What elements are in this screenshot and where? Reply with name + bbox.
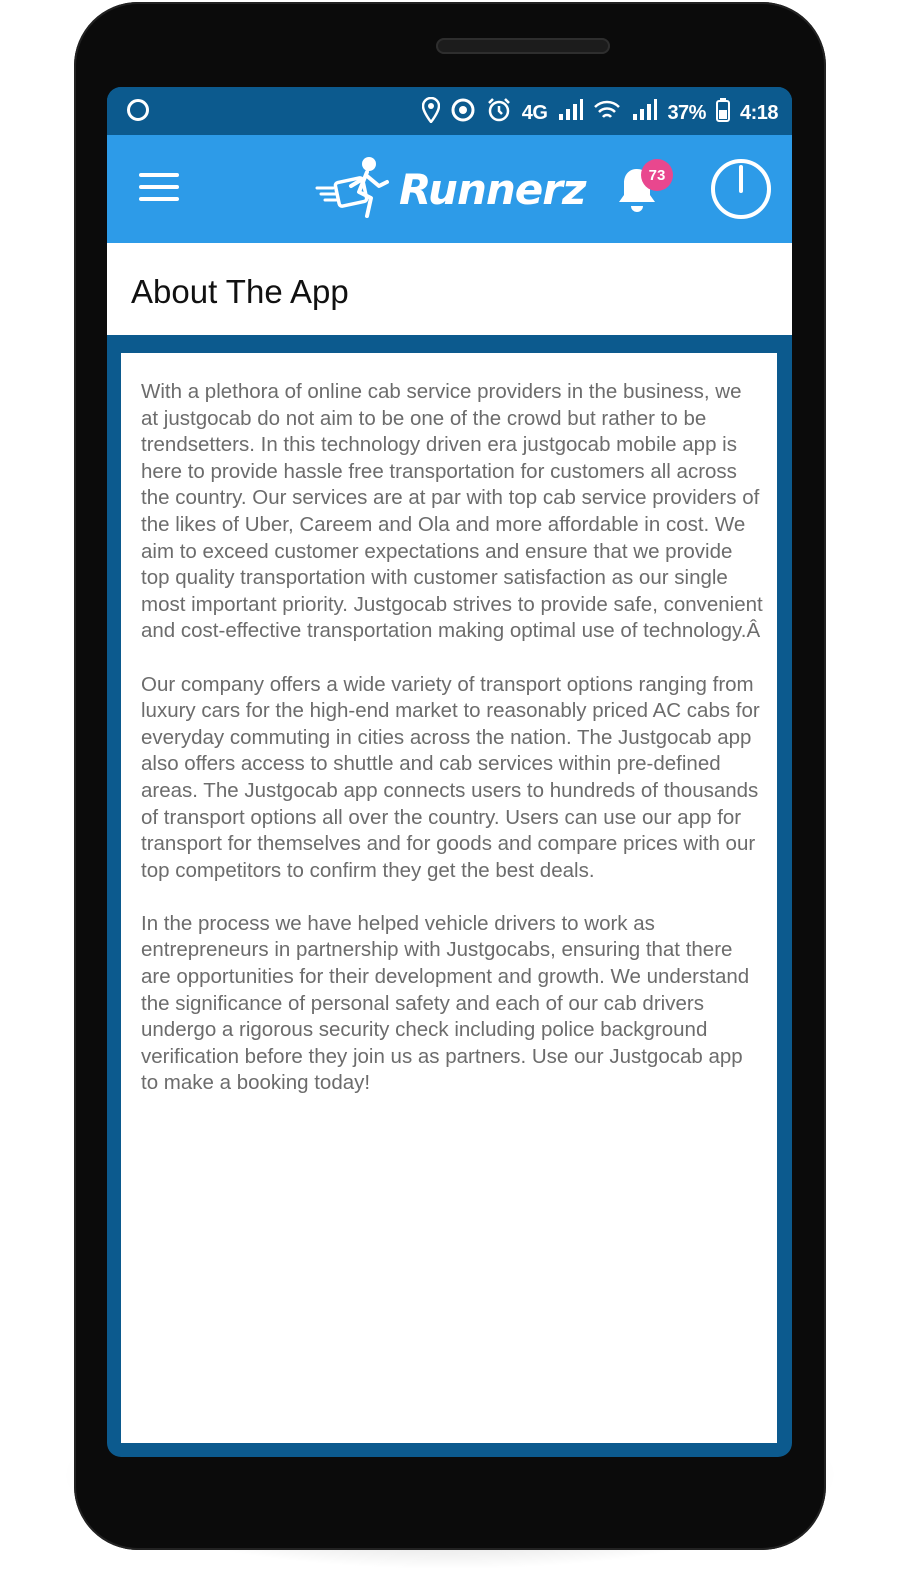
power-icon [709,157,773,221]
status-bar [107,87,792,135]
menu-icon-line [139,197,179,201]
notification-dot-icon [127,99,149,121]
notification-badge: 73 [641,159,673,191]
battery-icon [716,98,730,128]
status-icons [422,97,778,129]
brand-name: Runnerz [399,164,586,214]
speaker-grille [436,38,610,54]
about-paragraph-2: Our company offers a wide variety of transport options ranging from luxury cars for the high-end market to reasonably priced AC cabs for everyday commuting in cities across the nation. The Justgocab app also offers access to shuttle and cab services within pre-defined areas. The Justgocab app connects users to hundreds of thousands of transport options all over the country. Users can use our app for transport for themselves and for goods and compare prices with our top competitors to confirm they get the best deals. [141,672,760,882]
about-text [141,379,763,1124]
phone-screen [107,87,792,1457]
app-bar [107,135,792,243]
alarm-icon [486,97,512,129]
battery-percent: 37% [667,101,706,124]
wifi-icon [593,97,621,129]
runner-logo-icon [315,154,393,225]
about-paragraph-3: In the process we have helped vehicle drivers to work as entrepreneurs in partnership with Justgocabs, ensuring that there are opportunities for their development and growth. We understand the significance of personal safety and each of our cab drivers undergo a rigorous security check including police background verification before they join us as partners. Use our Justgocab app to make a booking today! [141,911,750,1095]
signal-icon-2 [631,98,657,128]
clock: 4:18 [739,101,778,124]
menu-icon-line [139,173,179,177]
brand-logo [315,153,585,225]
sync-icon [450,97,476,129]
about-paragraph-1: With a plethora of online cab service providers in the business, we at justgocab do not aim to be one of the crowd but rather to be trendsetters. In this technology driven era justgocab mobile app is here to provide hassle free transportation for customers all across the country. Our services are at par with top cab service providers of the likes of Uber, Careem and Ola and more affordable in cost. We aim to exceed customer expectations and ensure that we provide top quality transportation with customer satisfaction as our single most important priority. Justgocab strives to provide safe, convenient and cost-effective transportation making optimal use of technology.Â [141,380,763,643]
network-type: 4G [521,101,548,124]
signal-icon [557,98,583,128]
page-header [107,243,792,335]
menu-icon-line [139,185,179,189]
logout-button[interactable] [709,157,773,221]
menu-button[interactable] [139,173,179,205]
page-title: About The App [131,273,349,310]
about-content-card[interactable] [121,353,777,1443]
location-icon [422,97,440,129]
